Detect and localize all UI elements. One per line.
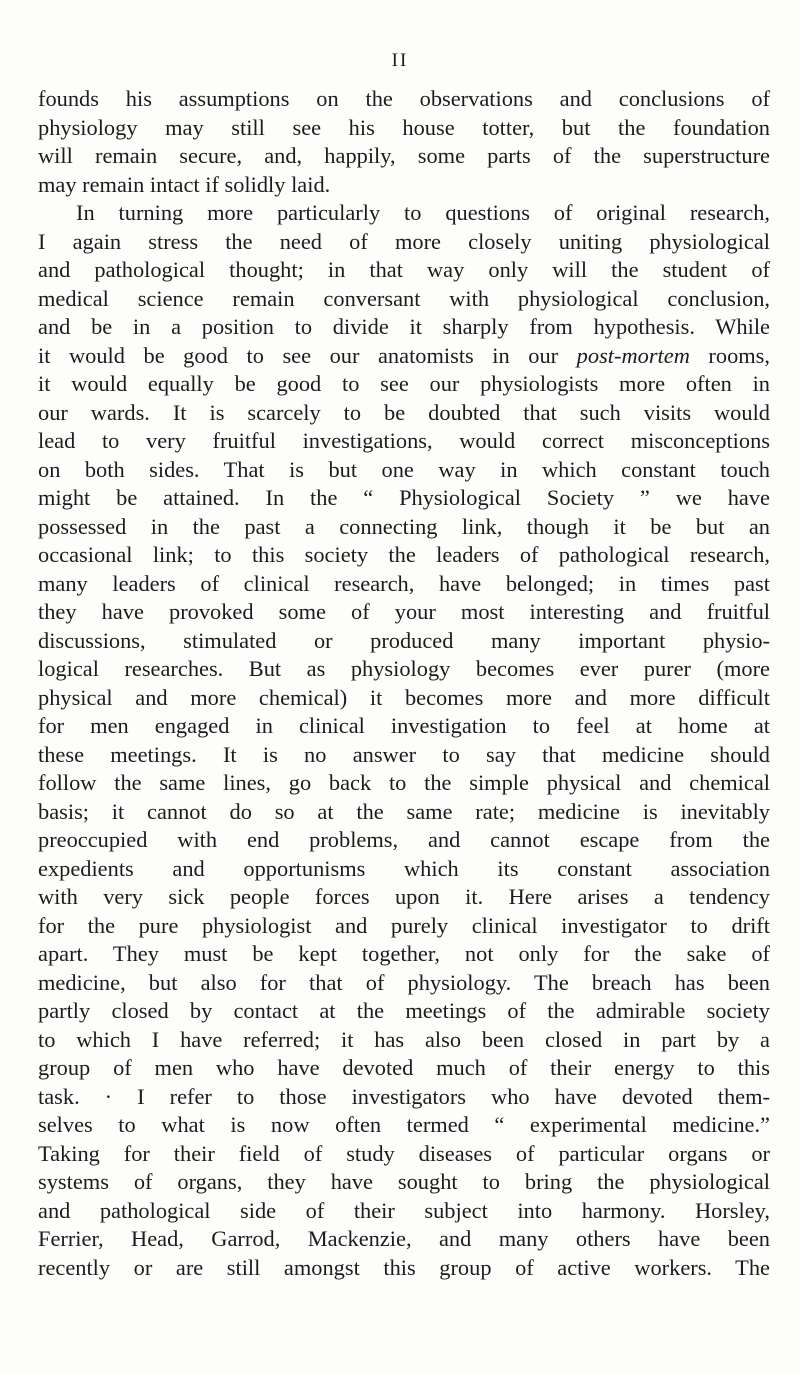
- text-line: and pathological side of their subject into harmony. Horsley,: [38, 1197, 770, 1223]
- text-line: logical researches. But as physiology becomes ever purer (more: [38, 656, 770, 681]
- text-line: Taking for their field of study diseases of particular organs or: [38, 1140, 770, 1166]
- paragraph-start-line: In turning more particularly to questions of original research,: [76, 200, 770, 225]
- text-line: these meetings. It is no answer to say that medicine should: [38, 741, 770, 767]
- text-line: preoccupied with end problems, and cannot escape from the: [38, 827, 770, 852]
- text-fragment: it would be good to see our anatomists in our: [38, 342, 577, 368]
- text-line: systems of organs, they have sought to bring the physiological: [38, 1169, 770, 1194]
- text-line: discussions, stimulated or produced many important physio-: [38, 627, 770, 653]
- text-line: for men engaged in clinical investigation to feel at home at: [38, 713, 770, 738]
- text-line: might be attained. In the “ Physiological Society ” we have: [38, 485, 770, 510]
- text-line: physical and more chemical) it becomes more and more difficult: [38, 684, 770, 710]
- text-line: group of men who have devoted much of their energy to this: [38, 1055, 770, 1080]
- text-line: on both sides. That is but one way in which constant touch: [38, 456, 770, 482]
- text-line: partly closed by contact at the meetings of the admirable society: [38, 998, 770, 1023]
- text-line: Ferrier, Head, Garrod, Mackenzie, and many others have been: [38, 1226, 770, 1251]
- text-fragment: rooms,: [689, 342, 770, 368]
- text-line: medical science remain conversant with physiological conclusion,: [38, 285, 770, 311]
- text-line: will remain secure, and, happily, some parts of the superstructure: [38, 143, 770, 168]
- text-line: occasional link; to this society the leaders of pathological research,: [38, 542, 770, 567]
- text-line: selves to what is now often termed “ experimental medicine.”: [38, 1112, 770, 1137]
- text-line: expedients and opportunisms which its constant association: [38, 855, 770, 881]
- text-line: it would equally be good to see our physiologists more often in: [38, 371, 770, 396]
- italic-post-mortem: post-mortem: [576, 342, 690, 368]
- paragraph-end-line: may remain intact if solidly laid.: [38, 171, 331, 197]
- text-line-with-italic: [38, 342, 770, 371]
- text-line: basis; it cannot do so at the same rate; medicine is inevitably: [38, 798, 770, 824]
- text-line: task. · I refer to those investigators who have devoted them-: [38, 1083, 770, 1109]
- text-line: and be in a position to divide it sharply from hypothesis. While: [38, 314, 770, 339]
- text-line: with very sick people forces upon it. Here arises a tendency: [38, 884, 770, 909]
- text-line: physiology may still see his house totter, but the foundation: [38, 114, 770, 140]
- text-line: recently or are still amongst this group of active workers. The: [38, 1254, 770, 1280]
- text-line: they have provoked some of your most interesting and fruitful: [38, 599, 770, 624]
- body-text: [38, 85, 770, 1282]
- text-line: I again stress the need of more closely uniting physiological: [38, 228, 770, 254]
- page-number: II: [391, 50, 409, 71]
- text-line: to which I have referred; it has also been closed in part by a: [38, 1026, 770, 1052]
- text-line: medicine, but also for that of physiology. The breach has been: [38, 969, 770, 995]
- text-line: and pathological thought; in that way only will the student of: [38, 257, 770, 282]
- text-line: lead to very fruitful investigations, would correct misconceptions: [38, 428, 770, 453]
- text-line: our wards. It is scarcely to be doubted that such visits would: [38, 399, 770, 425]
- text-line: founds his assumptions on the observations and conclusions of: [38, 86, 770, 111]
- text-line: possessed in the past a connecting link, though it be but an: [38, 513, 770, 539]
- text-line: follow the same lines, go back to the simple physical and chemical: [38, 770, 770, 795]
- text-line: many leaders of clinical research, have belonged; in times past: [38, 570, 770, 596]
- text-line: apart. They must be kept together, not only for the sake of: [38, 941, 770, 966]
- text-line: for the pure physiologist and purely clinical investigator to drift: [38, 912, 770, 938]
